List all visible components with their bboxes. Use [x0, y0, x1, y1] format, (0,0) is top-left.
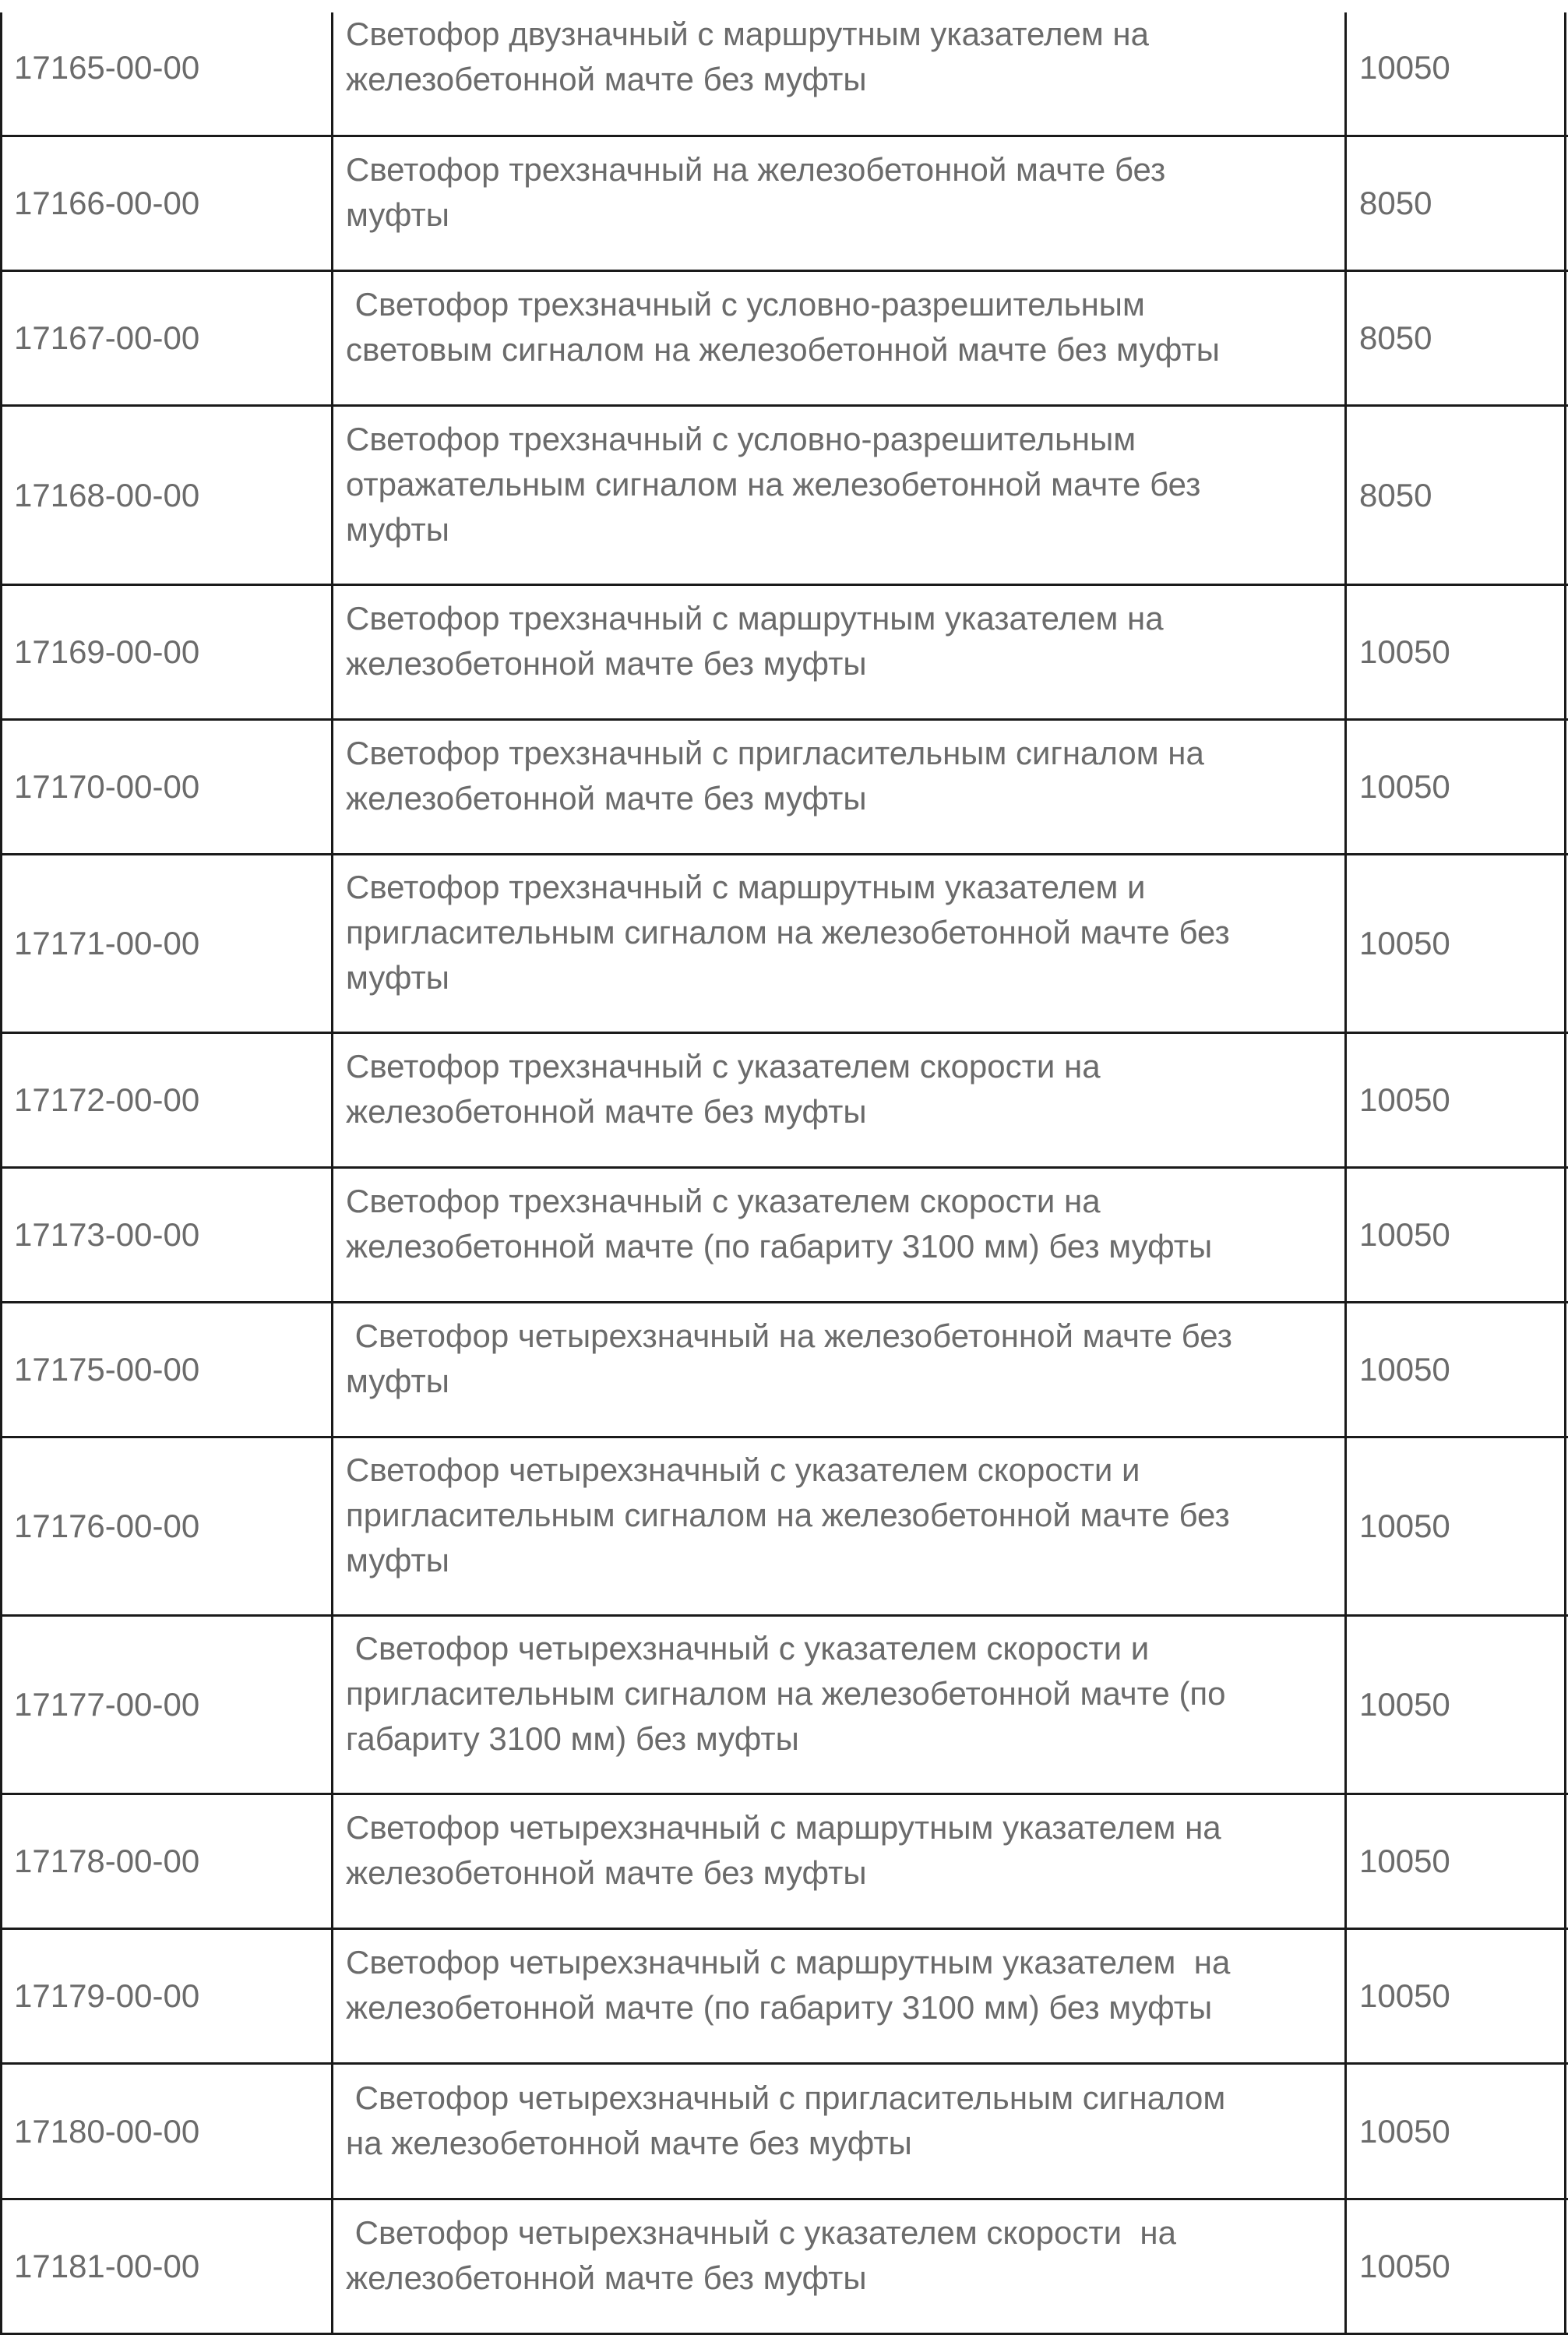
- table-row: [0, 137, 1568, 272]
- table-row: [0, 1034, 1568, 1169]
- item-price: 10050: [1359, 1843, 1450, 1879]
- item-price: 10050: [1359, 1216, 1450, 1253]
- table-row: [0, 721, 1568, 855]
- item-code: 17168-00-00: [14, 476, 200, 513]
- item-description: Светофор трехзначный с маршрутным указателем и пригласительным сигналом на железобетонной мачте без муфты: [346, 869, 1230, 996]
- table-border-right: [1564, 12, 1566, 2335]
- item-code: 17169-00-00: [14, 633, 200, 670]
- item-description: Светофор трехзначный с пригласительным сигналом на железобетонной мачте без муфты: [346, 735, 1204, 817]
- table-row: [0, 2065, 1568, 2200]
- item-price: 10050: [1359, 925, 1450, 961]
- item-code: 17181-00-00: [14, 2248, 200, 2284]
- item-description: Светофор четырехзначный с маршрутным указателем на железобетонной мачте (по габариту 3100 мм) без муфты: [346, 1944, 1231, 2026]
- item-description: Светофор четырехзначный с маршрутным указателем на железобетонной мачте без муфты: [346, 1809, 1221, 1891]
- item-description: Светофор четырехзначный с указателем скорости и пригласительным сигналом на железобетонной мачте без муфты: [346, 1451, 1230, 1578]
- table-row: [0, 272, 1568, 407]
- table-row: [0, 1438, 1568, 1617]
- table-row: [0, 586, 1568, 721]
- item-code: 17178-00-00: [14, 1843, 200, 1879]
- item-code: 17175-00-00: [14, 1351, 200, 1388]
- table-row: [0, 1169, 1568, 1303]
- item-code: 17172-00-00: [14, 1081, 200, 1118]
- item-price: 10050: [1359, 1686, 1450, 1723]
- item-code: 17171-00-00: [14, 925, 200, 961]
- item-description: Светофор трехзначный с условно-разрешительным отражательным сигналом на железобетонной мачте без муфты: [346, 420, 1201, 548]
- table-row: [0, 1930, 1568, 2065]
- table-row: [0, 407, 1568, 586]
- item-code: 17170-00-00: [14, 768, 200, 805]
- item-code: 17176-00-00: [14, 1508, 200, 1544]
- item-price: 10050: [1359, 1977, 1450, 2014]
- item-description: Светофор трехзначный с маршрутным указателем на железобетонной мачте без муфты: [346, 600, 1164, 682]
- item-price: 8050: [1359, 476, 1432, 513]
- column-divider-price: [1344, 12, 1347, 2335]
- item-description: Светофор трехзначный с условно-разрешительным световым сигналом на железобетонной мачте без муфты: [346, 286, 1220, 368]
- item-description: Светофор двузначный с маршрутным указателем на железобетонной мачте без муфты: [346, 15, 1149, 97]
- item-price: 10050: [1359, 1508, 1450, 1544]
- item-code: 17173-00-00: [14, 1216, 200, 1253]
- item-description: Светофор трехзначный с указателем скорости на железобетонной мачте (по габариту 3100 мм) без муфты: [346, 1183, 1213, 1264]
- item-price: 10050: [1359, 633, 1450, 670]
- table-row: [0, 0, 1568, 137]
- item-price: 10050: [1359, 768, 1450, 805]
- table-row: [0, 2200, 1568, 2335]
- item-price: 10050: [1359, 48, 1450, 86]
- item-code: 17179-00-00: [14, 1977, 200, 2014]
- item-description: Светофор четырехзначный с указателем скорости на железобетонной мачте без муфты: [346, 2214, 1176, 2296]
- item-price: 10050: [1359, 1081, 1450, 1118]
- item-description: Светофор трехзначный на железобетонной мачте без муфты: [346, 151, 1166, 233]
- item-code: 17165-00-00: [14, 48, 200, 86]
- item-description: Светофор четырехзначный с указателем скорости и пригласительным сигналом на железобетонной мачте (по габариту 3100 мм) без муфты: [346, 1630, 1226, 1757]
- item-code: 17167-00-00: [14, 319, 200, 356]
- table-row: [0, 1617, 1568, 1795]
- item-code: 17166-00-00: [14, 185, 200, 221]
- item-code: 17177-00-00: [14, 1686, 200, 1723]
- item-price: 10050: [1359, 1351, 1450, 1388]
- table-row: [0, 855, 1568, 1034]
- item-description: Светофор трехзначный с указателем скорости на железобетонной мачте без муфты: [346, 1048, 1101, 1130]
- table-row: [0, 1303, 1568, 1438]
- item-code: 17180-00-00: [14, 2112, 200, 2150]
- item-description: Светофор четырехзначный с пригласительным сигналом на железобетонной мачте без муфты: [346, 2079, 1226, 2161]
- item-price: 8050: [1359, 185, 1432, 221]
- item-price: 10050: [1359, 2112, 1450, 2150]
- item-price: 10050: [1359, 2248, 1450, 2284]
- table-border-left: [0, 12, 2, 2335]
- item-price: 8050: [1359, 319, 1432, 356]
- table-row: [0, 1795, 1568, 1930]
- item-description: Светофор четырехзначный на железобетонной мачте без муфты: [346, 1317, 1232, 1399]
- column-divider-code: [331, 12, 333, 2335]
